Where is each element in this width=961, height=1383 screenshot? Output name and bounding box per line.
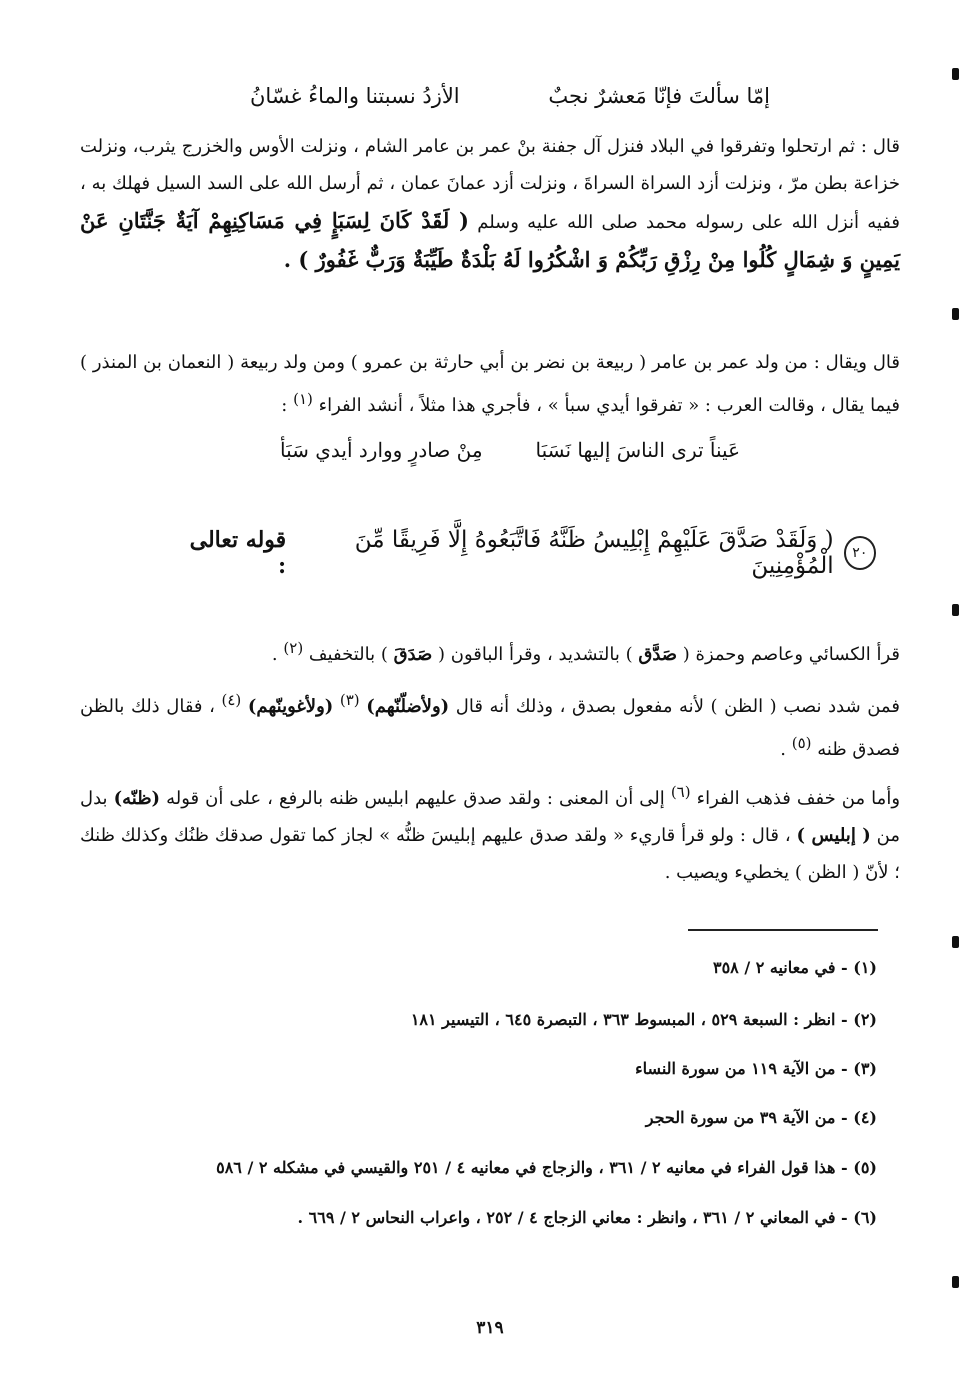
footnote-1: (١) - في معانيه ٢ / ٣٥٨ [712, 958, 877, 977]
footnote-ref-5: (٥) [791, 734, 812, 752]
paragraph-3-end: . [271, 644, 278, 665]
footnote-ref-2: (٢) [283, 639, 304, 657]
verse-heading [180, 528, 880, 578]
paragraph-3 [80, 630, 900, 673]
paragraph-2 [80, 344, 900, 424]
footnote-ref-6: (٦) [670, 783, 691, 801]
heading-quran-verse: ( وَلَقَدْ صَدَّقَ عَلَيْهِمْ إِبْلِيسُ ظَنَّهُ فَاتَّبَعُوهُ إِلَّا فَرِيقًا مِّنَ الْمُؤْمِنِينَ [354, 527, 834, 579]
verse-hemistich-right: إمّا سألتَ فإنّا مَعشرٌ نجبٌ [548, 84, 770, 108]
paragraph-1 [80, 128, 900, 280]
word-ladillannahum: (ولأضلّنّهم) [366, 696, 450, 717]
heading-label: قوله تعالى : [189, 527, 287, 579]
paragraph-3-a: قرأ الكسائي وعاصم وحمزة ( [682, 644, 900, 665]
paragraph-5-a: وأما من خفف فذهب الفراء [696, 788, 901, 809]
page-number: ٣١٩ [476, 1318, 504, 1338]
verse-hemistich-left: الأزدُ نسبتنا والماءُ غسّانُ [250, 84, 460, 108]
paragraph-5-c: بدل من [80, 788, 900, 846]
paragraph-3-b: ) بالتشديد ، وقرأ الباقون ( [438, 644, 633, 665]
footnote-4: (٤) - من الآية ٣٩ من سورة الحجر [645, 1108, 877, 1127]
word-sadaqa: صَدَقَ [393, 644, 433, 665]
word-zannahu: (ظنّه) [113, 788, 161, 809]
paragraph-4-b: ، فقال ذلك بالظن فصدق ظنه [80, 696, 900, 760]
paragraph-2-end: : [281, 395, 288, 416]
paragraph-4-a: فمن شدد نصب ( الظن ) لأنه مفعول بصدق ، وذلك أنه قال [455, 696, 900, 717]
footnote-separator [688, 929, 878, 931]
ayah-number-marker: ٢٠ [844, 536, 876, 570]
quran-quote-saba: ( لَقَدْ كَانَ لِسَبَإٍ فِي مَسَاكِنِهِمْ آيَةٌ جَنَّتَانِ عَنْ يَمِينٍ وَ شِمَالٍ كُلُوا مِنْ رِزْقِ رَبِّكُمْ وَ اشْكُرُوا لَهُ بَلْدَةٌ طَيِّبَةٌ وَرَبٌّ غَفُورٌ ) . [80, 208, 900, 272]
word-saddaqa: صَدَّق [638, 644, 678, 665]
paragraph-5-d: ، قال : ولو قرأ قاريء « ولقد صدق عليهم إبليسَ ظنُّه » لجاز كما تقول صدقك ظنُك وكذلك ظنك ؛ لأنّ ( الظن ) يخطيء ويصيب . [80, 825, 900, 883]
verse-couplet-top [250, 76, 770, 116]
footnote-5: (٥) - هذا قول الفراء في معانيه ٢ / ٣٦١ ، والزجاج في معانيه ٤ / ٢٥١ والقيسي في مشكله ٢ / ٥٨٦ [216, 1158, 877, 1177]
footnote-6: (٦) - في المعاني ٢ / ٣٦١ ، وانظر : معاني الزجاج ٤ / ٢٥٢ ، واعراب النحاس ٢ / ٦٦٩ . [297, 1208, 877, 1227]
verse-mid-right: عَيناً ترى الناسَ إليها نَسَبَا [535, 438, 740, 462]
footnote-2: (٢) - انظر : السبعة ٥٢٩ ، المبسوط ٣٦٣ ، التبصرة ٦٤٥ ، التيسير ١٨١ [410, 1010, 877, 1029]
scan-edge-mark [952, 1276, 959, 1288]
paragraph-5 [80, 774, 900, 891]
word-laughwiyannahum: (ولأغوينّهم) [247, 696, 334, 717]
scan-edge-mark [952, 604, 959, 616]
scan-edge-mark [952, 308, 959, 320]
scan-edge-mark [952, 68, 959, 80]
footnote-ref-4: (٤) [221, 691, 242, 709]
footnote-3: (٣) - من الآية ١١٩ من سورة النساء [635, 1059, 877, 1078]
paragraph-5-b: إلى أن المعنى : ولقد صدق عليهم ابليس ظنه بالرفع ، على أن قوله [166, 788, 665, 809]
paragraph-4-end: . [780, 739, 786, 760]
footnote-ref-3: (٣) [339, 691, 360, 709]
paragraph-2-text: قال ويقال : من ولد عمر بن عامر ( ربيعة بن نضر بن أبي حارثة بن عمرو ) ومن ولد ربيعة ( النعمان بن المنذر ) فيما يقال ، وقالت العرب : « تفرقوا أيدي سبأ » ، فأجري هذا مثلاً ، أنشد الفراء [80, 352, 900, 416]
footnote-ref-1: (١) [293, 390, 313, 408]
verse-couplet-mid [280, 428, 740, 472]
paragraph-3-c: ) بالتخفيف [308, 644, 388, 665]
word-iblis: ( إبليس ) [796, 825, 871, 846]
scan-edge-mark [952, 936, 959, 948]
paragraph-4 [80, 682, 900, 768]
verse-mid-left: مِنْ صادرٍ ووارد أيدي سَبَأ [280, 438, 483, 462]
paragraph-1-text: قال : ثم ارتحلوا وتفرقوا في البلاد فنزل آل جفنة بنْ عمر بن عامر الشام ، ونزلت الأوس والخزرج يثرب، ونزلت خزاعة بطن مرّ ، ونزلت أزد السراة السراةَ ، ونزلت أزد عمانَ عمان ، ثم أرسل الله على السد السيل فهلك به ، ففيه أنزل الله على رسوله محمد صلى الله عليه وسلم [80, 136, 900, 233]
